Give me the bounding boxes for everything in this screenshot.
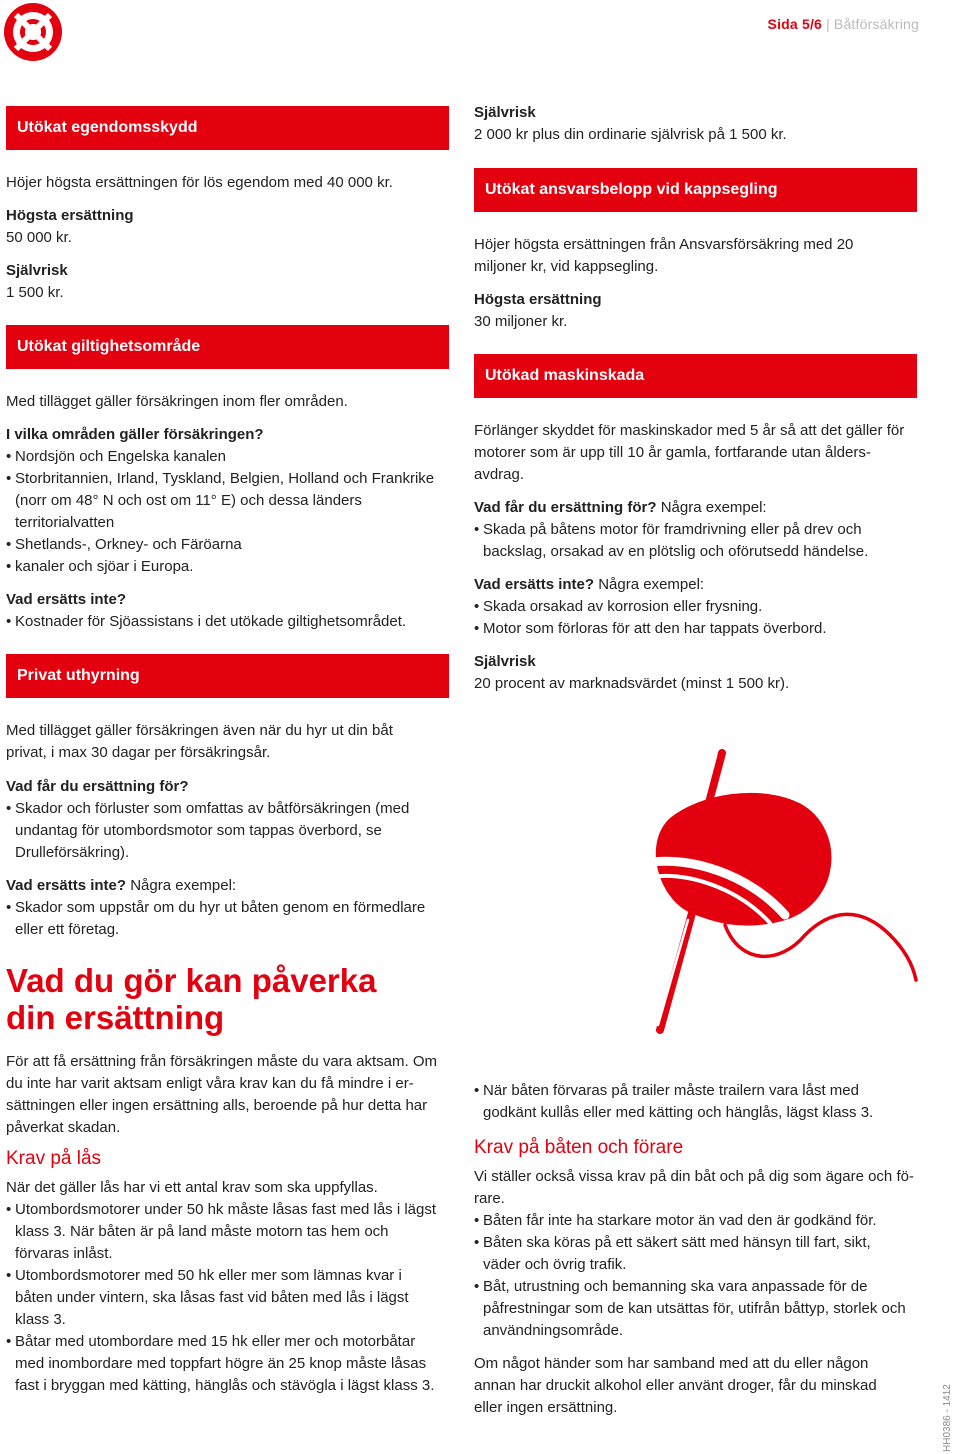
page-heading — [6, 962, 446, 1036]
giltighet-not-label: Vad ersätts inte? — [6, 591, 127, 608]
uthyrning-not-line — [6, 875, 452, 897]
maskinskada-not-label: Vad ersätts inte? — [474, 576, 595, 593]
maskinskada-not-line — [474, 574, 924, 596]
fishing-float-icon — [630, 745, 920, 1045]
kappsegling-self-label: Självrisk — [474, 104, 536, 121]
section-title-kappsegling: Utökat ansvarsbelopp vid kappsegling — [474, 168, 917, 212]
list-item: • Skador som uppstår om du hyr ut båten genom en förmedlare eller ett företag. — [6, 897, 438, 941]
uthyrning-covered-label: Vad får du ersättning för? — [6, 778, 189, 795]
uthyrning-not-list — [6, 897, 438, 941]
maskinskada-intro: Förlänger skyddet för maskinskador med 5 år så att det gäller för motorer som är upp till 10 år gamla, fortfarande utan ålders- avdrag. — [474, 422, 905, 483]
maskinskada-not-suffix: Några exempel: — [594, 576, 705, 593]
list-item: • kanaler och sjöar i Europa. — [6, 556, 436, 578]
list-item: • Båten ska köras på ett säkert sätt med hänsyn till fart, sikt, väder och övrig trafik. — [474, 1232, 908, 1276]
list-item: • Shetlands-, Orkney- och Färöarna — [6, 534, 436, 556]
section-title-giltighetsomrade: Utökat giltighetsområde — [6, 325, 449, 369]
section-title-privat-uthyrning: Privat uthyrning — [6, 654, 449, 698]
page-number: Sida 5/6 — [767, 16, 823, 32]
heading-line-2: din ersättning — [6, 999, 225, 1036]
egendom-self-value: 1 500 kr. — [6, 284, 64, 301]
maskinskada-self-value: 20 procent av marknadsvärdet (minst 1 500 kr). — [474, 675, 790, 692]
maskinskada-covered-list — [474, 519, 894, 563]
list-item: • Storbritannien, Irland, Tyskland, Belgien, Holland och Frankrike (norr om 48° N och ost om 11° E) och dessa länders territorialvatten — [6, 468, 436, 534]
maskinskada-covered-label: Vad får du ersättning för? — [474, 499, 657, 516]
heading-line-1: Vad du gör kan påverka — [6, 962, 377, 999]
giltighet-not-list — [6, 611, 452, 633]
uthyrning-not-suffix: Några exempel: — [126, 877, 237, 894]
giltighet-intro: Med tillägget gäller försäkringen inom fler områden. — [6, 393, 348, 410]
list-item: • Båten får inte ha starkare motor än vad den är godkänd för. — [474, 1210, 908, 1232]
trailer-list — [474, 1080, 894, 1124]
list-item: • Båtar med utombordare med 15 hk eller mer och motorbåtar med inombordare med toppfart högre än 25 knop måste låsas fast i bryggan med kätting, hänglås och stävögla i lägst klass 3. — [6, 1331, 440, 1397]
uthyrning-intro: Med tillägget gäller försäkringen även när du hyr ut din båt privat, i max 30 dagar per försäkringsår. — [6, 722, 393, 761]
lock-title: Krav på lås — [6, 1148, 102, 1169]
driver-outro: Om något händer som har samband med att du eller någon annan har druckit alkohol eller använt droger, får du minskad eller ingen ersättning. — [474, 1355, 877, 1416]
egendom-intro: Höjer högsta ersättningen för lös egendom med 40 000 kr. — [6, 174, 393, 191]
kappsegling-self-value: 2 000 kr plus din ordinarie självrisk på 1 500 kr. — [474, 126, 787, 143]
egendom-self-label: Självrisk — [6, 262, 68, 279]
document-code: HH0386 - 1412 — [942, 1384, 953, 1452]
lock-list — [6, 1199, 440, 1397]
egendom-max-label: Högsta ersättning — [6, 207, 134, 224]
list-item: • Skada orsakad av korrosion eller frysning. — [474, 596, 924, 618]
kappsegling-intro: Höjer högsta ersättningen från Ansvarsförsäkring med 20 miljoner kr, vid kappsegling. — [474, 236, 854, 275]
egendom-max-value: 50 000 kr. — [6, 229, 72, 246]
list-item: • Kostnader för Sjöassistans i det utökade giltighetsområdet. — [6, 611, 452, 633]
list-item: • Motor som förloras för att den har tappats överbord. — [474, 618, 924, 640]
maskinskada-covered-line — [474, 497, 924, 519]
uthyrning-covered-list — [6, 798, 426, 864]
maskinskada-covered-suffix: Några exempel: — [656, 499, 767, 516]
kappsegling-max-value: 30 miljoner kr. — [474, 313, 568, 330]
maskinskada-not-list — [474, 596, 924, 640]
list-item: • Skador och förluster som omfattas av båtförsäkringen (med undantag för utombordsmotor som tappas överbord, se Drulleförsäkring). — [6, 798, 426, 864]
paverka-intro: För att få ersättning från försäkringen måste du vara aktsam. Om du inte har varit aktsam enligt våra krav kan du få mindre i er- sättningen eller ingen ersättning alls, beroende på hur detta har påverkat skadan. — [6, 1053, 438, 1136]
list-item: • Nordsjön och Engelska kanalen — [6, 446, 436, 468]
section-title-egendomsskydd: Utökat egendomsskydd — [6, 106, 449, 150]
list-item: • Båt, utrustning och bemanning ska vara anpassade för de påfrestningar som de kan utsättas för, utifrån båttyp, storlek och användningsområde. — [474, 1276, 908, 1342]
maskinskada-self-label: Självrisk — [474, 653, 536, 670]
kappsegling-max-label: Högsta ersättning — [474, 291, 602, 308]
list-item: • Skada på båtens motor för framdrivning eller på drev och backslag, orsakad av en plötslig och oförutsedd händelse. — [474, 519, 894, 563]
document-title: Båtförsäkring — [833, 16, 919, 32]
driver-list — [474, 1210, 908, 1342]
list-item: • När båten förvaras på trailer måste trailern vara låst med godkänt kullås eller med kätting och hänglås, lägst klass 3. — [474, 1080, 894, 1124]
giltighet-areas-label: I vilka områden gäller försäkringen? — [6, 426, 264, 443]
driver-title: Krav på båten och förare — [474, 1137, 684, 1158]
list-item: • Utombordsmotorer under 50 hk måste låsas fast med lås i lägst klass 3. När båten är på land måste motorn tas hem och förvaras inlåst. — [6, 1199, 440, 1265]
section-title-maskinskada: Utökad maskinskada — [474, 354, 917, 398]
driver-intro: Vi ställer också vissa krav på din båt och på dig som ägare och fö- rare. — [474, 1168, 914, 1207]
uthyrning-not-label: Vad ersätts inte? — [6, 877, 127, 894]
list-item: • Utombordsmotorer med 50 hk eller mer som lämnas kvar i båten under vintern, ska låsas fast vid båten med lås i lägst klass 3. — [6, 1265, 440, 1331]
giltighet-areas-list — [6, 446, 436, 578]
lock-intro: När det gäller lås har vi ett antal krav som ska uppfyllas. — [6, 1179, 378, 1196]
lifebuoy-icon — [4, 3, 62, 61]
page-header: Sida 5/6 | Båtförsäkring — [767, 16, 919, 32]
